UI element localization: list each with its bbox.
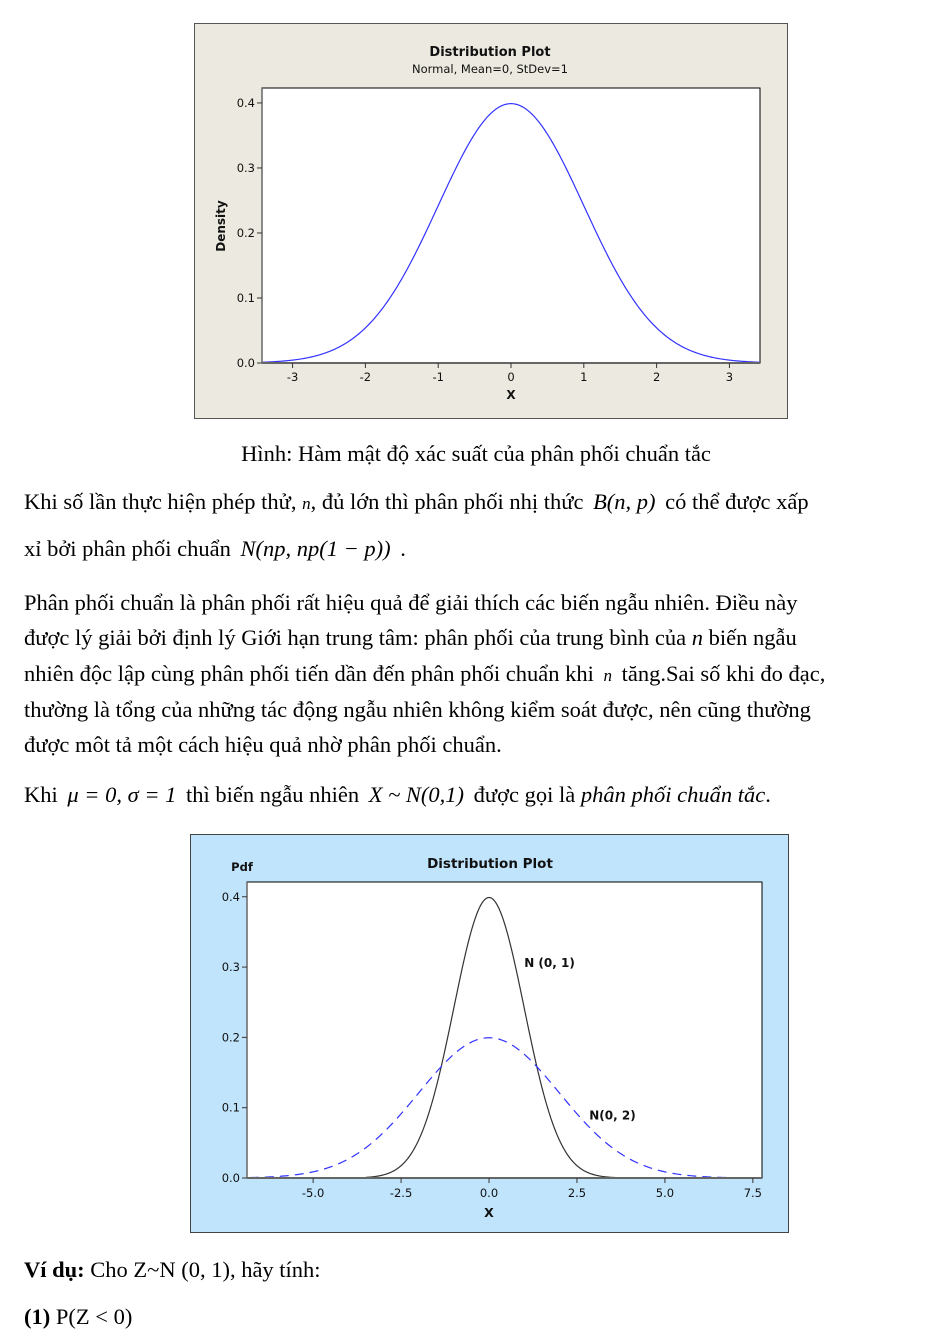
paragraph-2-line-1: Phân phối chuẩn là phân phối rất hiệu quả để giải thích các biến ngẫu nhiên. Điều này: [24, 590, 798, 615]
x-tick-label: 0: [507, 370, 515, 384]
x-tick-label: 1: [580, 370, 588, 384]
x-tick-label: -5.0: [301, 1186, 325, 1200]
example-text: Cho Z~N (0, 1), hãy tính:: [90, 1257, 321, 1282]
text: nhiên độc lập cùng phân phối tiến dần đến phân phối chuẩn khi: [24, 661, 594, 686]
text: Khi: [24, 782, 58, 807]
chart-1: [0, 0, 952, 440]
x-tick-label: -2.5: [389, 1186, 413, 1200]
x-tick-label: 0.0: [479, 1186, 499, 1200]
text: .: [400, 536, 406, 561]
plot-area: [262, 88, 760, 363]
item-number: (1): [24, 1304, 51, 1329]
y-tick-label: 0.0: [221, 1171, 240, 1185]
series-label-n02: N(0, 2): [589, 1108, 636, 1123]
x-tick-label: -3: [286, 370, 299, 384]
text: xỉ bởi phân phối chuẩn: [24, 536, 231, 561]
x-tick-label: 2.5: [567, 1186, 587, 1200]
y-tick-label: 0.4: [236, 95, 255, 110]
paragraph-1-line-2: [24, 538, 406, 561]
chart-1-title: Distribution Plot: [429, 45, 551, 60]
paragraph-2-line-2: [24, 627, 797, 650]
distribution-formula: X ~ N(0,1): [368, 782, 465, 807]
chart-1-xlabel: X: [506, 388, 516, 402]
plot-area: [247, 882, 762, 1178]
text: được gọi là: [473, 782, 576, 807]
chart-1-ylabel: Density: [214, 200, 228, 252]
y-tick-label: 0.2: [221, 1030, 240, 1045]
y-tick-label: 0.0: [236, 356, 255, 370]
y-tick-label: 0.2: [236, 225, 255, 240]
x-tick-label: 3: [725, 370, 734, 384]
text: .: [765, 782, 771, 807]
y-tick-label: 0.4: [221, 889, 240, 904]
y-tick-label: 0.1: [221, 1100, 240, 1115]
y-tick-label: 0.3: [236, 160, 255, 175]
x-tick-label: 5.0: [655, 1186, 675, 1200]
y-tick-label: 0.1: [236, 290, 255, 305]
example-label: Ví dụ:: [24, 1257, 85, 1282]
text: được lý giải bởi định lý Giới hạn trung tâm: phân phối của trung bình của: [24, 625, 687, 650]
paragraph-3: [24, 784, 771, 807]
chart-2: [0, 820, 952, 1240]
term-standard-normal: phân phối chuẩn tắc: [580, 782, 766, 807]
x-tick-label: 7.5: [743, 1186, 763, 1200]
chart-2-ylabel: Pdf: [231, 860, 253, 874]
y-tick-label: 0.3: [221, 960, 240, 975]
chart-2-xlabel: X: [484, 1205, 494, 1220]
paragraph-2-line-4: thường là tổng của những tác động ngẫu nhiên không kiểm soát được, nên cũng thường: [24, 697, 811, 722]
binomial-formula: B(n, p): [593, 489, 656, 514]
text: Khi số lần thực hiện phép thử,: [24, 489, 297, 514]
normal-approx-formula: N(np, np(1 − p)): [240, 536, 391, 561]
text: , đủ lớn thì phân phối nhị thức: [310, 489, 584, 514]
x-tick-label: -1: [432, 370, 444, 384]
x-tick-label: 2: [652, 370, 661, 384]
item-text: P(Z < 0): [55, 1304, 133, 1329]
chart-1-subtitle: Normal, Mean=0, StDev=1: [411, 62, 569, 76]
figure-caption: Hình: Hàm mật độ xác suất của phân phối chuẩn tắc: [241, 441, 711, 466]
paragraph-2-line-5: được môt tả một cách hiệu quả nhờ phân phối chuẩn.: [24, 732, 502, 757]
x-tick-label: -2: [359, 370, 372, 384]
variable-n: n: [691, 625, 704, 650]
paragraph-1-line-1: [24, 491, 809, 514]
series-label-n01: N (0, 1): [524, 955, 575, 970]
example-item-1: [24, 1306, 132, 1329]
variable-n: n: [603, 666, 612, 685]
example-line: [24, 1259, 321, 1282]
text: biến ngẫu: [708, 625, 797, 650]
text: thì biến ngẫu nhiên: [186, 782, 360, 807]
params-formula: μ = 0, σ = 1: [67, 782, 177, 807]
text: tăng.Sai số khi đo đạc,: [621, 661, 826, 686]
text: có thể được xấp: [665, 489, 809, 514]
variable-n: n: [302, 494, 311, 513]
paragraph-2-line-3: [24, 663, 825, 686]
chart-2-title: Distribution Plot: [427, 856, 553, 872]
